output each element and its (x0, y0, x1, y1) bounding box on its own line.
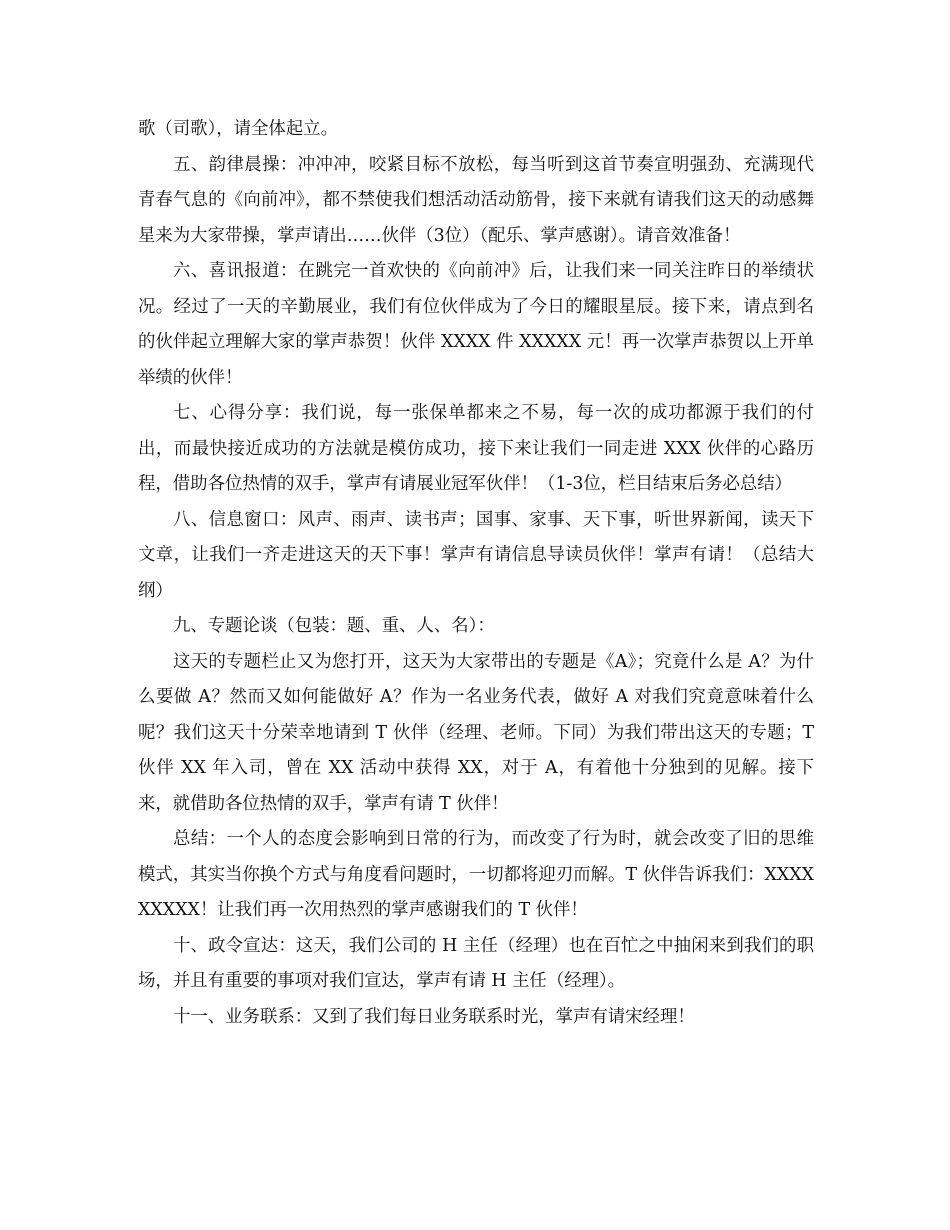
paragraph-5-morning-exercise: 五、韵律晨操：冲冲冲，咬紧目标不放松，每当听到这首节奏宣明强劲、充满现代青春气息的《向前冲》，都不禁使我们想活动活动筋骨，接下来就有请我们这天的动感舞星来为大家带操，掌声请出……伙伴（3位）（配乐、掌声感谢）。请音效准备！ (138, 154, 814, 246)
paragraph-topic-intro: 这天的专题栏止又为您打开，这天为大家带出的专题是《A》；究竟什么是 A？为什么要做 A？然而又如何能做好 A？作为一名业务代表，做好 A 对我们究竟意味着什么呢？我们这天十分荣幸地请到 T 伙伴（经理、老师。下同）为我们带出这天的专题；T 伙伴 XX 年入司，曾在 XX 活动中获得 XX，对于 A，有着他十分独到的见解。接下来，就借助各位热情的双手，掌声有请 T 伙伴！ (138, 651, 814, 814)
paragraph-8-information-window: 八、信息窗口：风声、雨声、读书声；国事、家事、天下事，听世界新闻，读天下文章，让我们一齐走进这天的天下事！掌声有请信息导读员伙伴！掌声有请！（总结大纲） (138, 509, 814, 601)
paragraph-10-policy: 十、政令宣达：这天，我们公司的 H 主任（经理）也在百忙之中抽闲来到我们的职场，并且有重要的事项对我们宣达，掌声有请 H 主任（经理）。 (138, 935, 814, 991)
paragraph-1: 歌（司歌），请全体起立。 (138, 119, 338, 139)
document-body (138, 112, 814, 1035)
paragraph-summary: 总结：一个人的态度会影响到日常的行为，而改变了行为时，就会改变了旧的思维模式，其实当你换个方式与角度看问题时，一切都将迎刃而解。T 伙伴告诉我们：XXXXXXXXX！让我们再一次用热烈的掌声感谢我们的 T 伙伴！ (138, 829, 814, 920)
paragraph-6-good-news: 六、喜讯报道：在跳完一首欢快的《向前冲》后，让我们来一同关注昨日的举绩状况。经过了一天的辛勤展业，我们有位伙伴成为了今日的耀眼星辰。接下来，请点到名的伙伴起立理解大家的掌声恭贺！伙伴 XXXX 件 XXXXX 元！再一次掌声恭贺以上开单举绩的伙伴！ (138, 261, 814, 388)
paragraph-7-experience-sharing: 七、心得分享：我们说，每一张保单都来之不易，每一次的成功都源于我们的付出，而最快接近成功的方法就是模仿成功，接下来让我们一同走进 XXX 伙伴的心路历程，借助各位热情的双手，掌声有请展业冠军伙伴！（1-3位，栏目结束后务必总结） (138, 403, 814, 494)
paragraph-11-business-contact: 十一、业务联系：又到了我们每日业务联系时光，掌声有请宋经理！ (173, 1006, 695, 1027)
paragraph-9-topic-discussion: 九、专题论谈（包装：题、重、人、名）： (173, 616, 495, 636)
